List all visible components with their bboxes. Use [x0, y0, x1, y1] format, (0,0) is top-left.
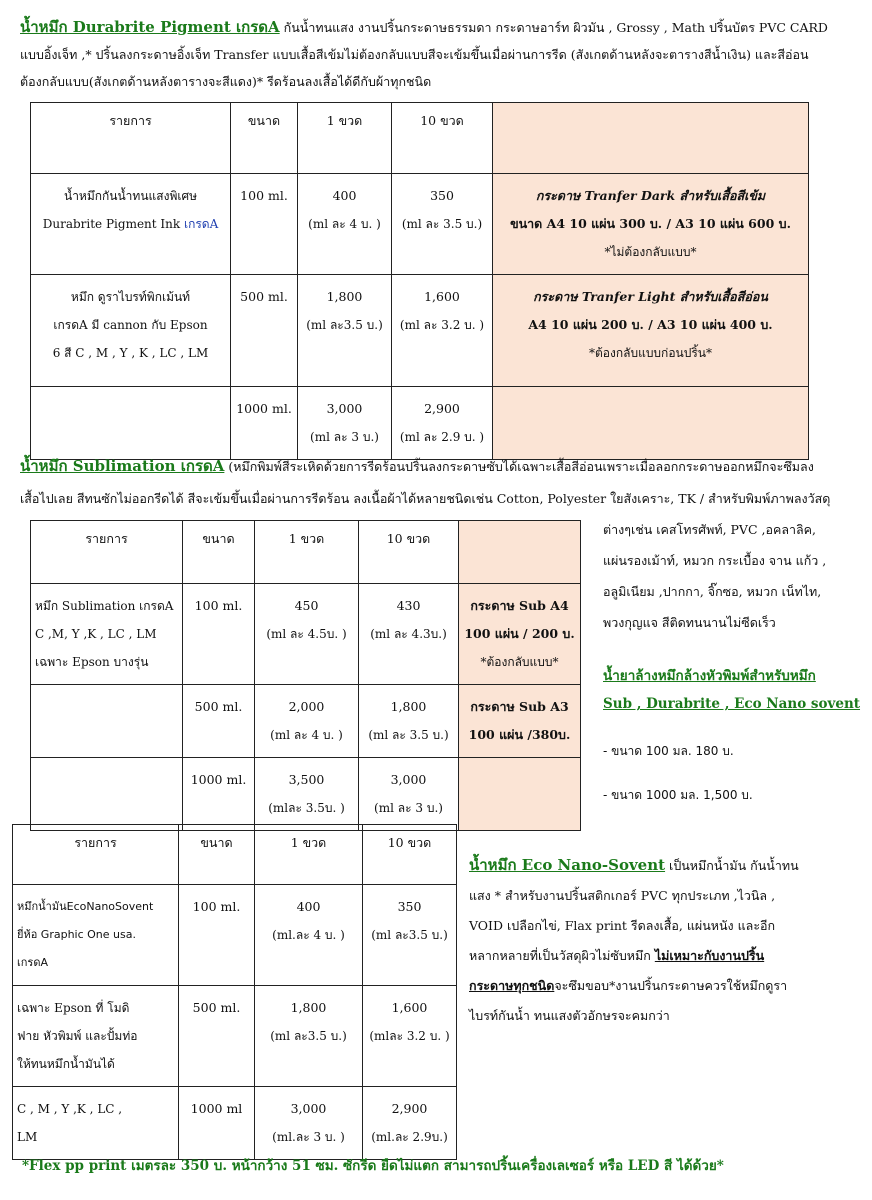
price: 3,500	[288, 772, 325, 787]
price-1-cell	[255, 1087, 363, 1160]
header-item: รายการ	[31, 521, 183, 584]
peach-cell	[459, 521, 581, 584]
paper-sub-a4-title: กระดาษ Sub A4	[470, 598, 569, 613]
cleaner-price-1000: - ขนาด 1000 มล. 1,500 บ.	[603, 788, 753, 802]
header-1-bottle: 1 ขวด	[255, 521, 359, 584]
price: 2,900	[391, 1101, 428, 1116]
unit-price: (ml ละ 2.9 บ. )	[399, 430, 485, 444]
unit-price: (ml ละ3.5 บ.)	[371, 928, 448, 942]
item-cell	[13, 1087, 179, 1160]
price-1-cell	[255, 758, 359, 831]
eco-nano-price-table	[12, 824, 457, 1160]
item-line: เกรดA มี cannon กับ Epson	[53, 318, 208, 332]
desc-warning: กระดาษทุกชนิด	[469, 978, 555, 993]
section1-intro-line1: กันน้ำทนแสง งานปริ้นกระดาษธรรมดา กระดาษอาร์ท ผิวมัน , Grossy , Math ปริ้นบัตร PVC CARD	[283, 20, 828, 35]
paper-dark-title: กระดาษ Tranfer Dark สำหรับเสื้อสีเข้ม	[535, 188, 766, 203]
unit-price: (ml ละ 4 บ. )	[308, 217, 381, 231]
price-10-cell	[359, 685, 459, 758]
paper-sub-a4-price: 100 แผ่น / 200 บ.	[464, 626, 575, 641]
cleaner-price-100: - ขนาด 100 มล. 180 บ.	[603, 744, 734, 758]
size-cell: 1000 ml.	[231, 387, 298, 460]
section1-intro	[20, 14, 860, 95]
unit-price: (ml ละ 3.2 บ. )	[399, 318, 485, 332]
item-cell	[31, 685, 183, 758]
unit-price: (ml.ละ 3 บ. )	[272, 1130, 345, 1144]
section3-title: น้ำหมึก Eco Nano-Sovent	[469, 856, 666, 874]
header-10-bottle: 10 ขวด	[392, 103, 493, 174]
price-10-cell	[359, 758, 459, 831]
section2-intro-line2: เสื้อไปเลย สีทนซักไม่ออกรีดได้ สีจะเข้มขึ้นเมื่อผ่านการรีดร้อน ลงเนื้อผ้าได้หลายชนิดเช่น Cotton, Polyester ใยสังเคราะ, TK / สำหรับพิมพ์ภาพลงวัสดุ	[20, 491, 831, 506]
cleaner-title: น้ำยาล้างหมึกล้างหัวพิมพ์สำหรับหมึก	[603, 668, 816, 684]
price: 400	[296, 899, 321, 914]
item-line: ให้ทนหมึกน้ำมันได้	[17, 1057, 115, 1071]
item-cell	[13, 986, 179, 1087]
header-size: ขนาด	[179, 825, 255, 885]
material-line: แผ่นรองเม้าท์, หมวก กระเบื้อง จาน แก้ว ,	[603, 553, 827, 568]
eco-nano-description	[469, 850, 864, 1031]
item-cell	[13, 885, 179, 986]
header-10-bottle: 10 ขวด	[363, 825, 457, 885]
price: 2,900	[424, 401, 460, 416]
paper-light-title: กระดาษ Tranfer Light สำหรับเสื้อสีอ่อน	[533, 289, 768, 304]
table-row	[13, 986, 457, 1087]
unit-price: (ml ละ 3.5 บ.)	[368, 728, 449, 742]
unit-price: (ml ละ3.5 บ.)	[306, 318, 383, 332]
price-1-cell	[255, 885, 363, 986]
item-line: หมึก Sublimation เกรดA	[35, 599, 174, 613]
item-line: C , M , Y ,K , LC ,	[17, 1102, 123, 1116]
paper-sub-a3-cell	[459, 685, 581, 758]
desc-warning: ไม่เหมาะกับงานปริ้น	[654, 948, 765, 963]
paper-sub-a4-note: *ต้องกลับแบบ*	[480, 655, 559, 669]
table-row	[13, 1087, 457, 1160]
table-row	[31, 275, 809, 387]
cleaner-subtitle: Sub , Durabrite , Eco Nano sovent	[603, 696, 861, 712]
unit-price: (ml ละ 4.5บ. )	[266, 627, 347, 641]
unit-price: (ml ละ 3 บ.)	[310, 430, 379, 444]
paper-dark-size: ขนาด A4 10 แผ่น 300 บ. / A3 10 แผ่น 600 บ.	[510, 216, 791, 231]
peach-cell	[493, 387, 809, 460]
item-line: LM	[17, 1130, 38, 1144]
material-line: พวงกุญแจ สีติดทนนานไม่ซีดเร็ว	[603, 615, 776, 630]
paper-dark-cell	[493, 174, 809, 275]
size-cell: 1000 ml.	[183, 758, 255, 831]
price-10-cell	[392, 174, 493, 275]
peach-cell	[493, 103, 809, 174]
desc-line: เป็นหมึกน้ำมัน กันน้ำทน	[669, 858, 799, 873]
section2-intro	[20, 450, 865, 515]
price: 1,600	[424, 289, 460, 304]
item-cell	[31, 174, 231, 275]
price: 450	[294, 598, 319, 613]
section1-title: น้ำหมึก Durabrite Pigment เกรดA	[20, 18, 280, 36]
price: 430	[396, 598, 421, 613]
desc-line: ไบรท์กันน้ำ ทนแสงตัวอักษรจะคมกว่า	[469, 1008, 670, 1023]
price-1-cell	[298, 275, 392, 387]
header-item: รายการ	[31, 103, 231, 174]
sublimation-price-table	[30, 520, 581, 831]
unit-price: (mlละ 3.2 บ. )	[369, 1029, 450, 1043]
paper-sub-a4-cell	[459, 584, 581, 685]
size-cell: 100 ml.	[179, 885, 255, 986]
paper-light-size: A4 10 แผ่น 200 บ. / A3 10 แผ่น 400 บ.	[528, 317, 773, 332]
item-line: หมึกน้ำมันEcoNanoSovent	[17, 900, 154, 913]
size-cell: 500 ml.	[231, 275, 298, 387]
price-10-cell	[363, 1087, 457, 1160]
item-cell	[31, 584, 183, 685]
price-10-cell	[363, 885, 457, 986]
size-cell: 100 ml.	[231, 174, 298, 275]
unit-price: (mlละ 3.5บ. )	[268, 801, 345, 815]
item-cell	[31, 387, 231, 460]
desc-line: จะซึมขอบ*งานปริ้นกระดาษควรใช้หมึกดูรา	[554, 978, 788, 993]
header-1-bottle: 1 ขวด	[255, 825, 363, 885]
material-line: อลูมิเนียม ,ปากกา, จิ๊กซอ, หมวก เน็ทไท,	[603, 584, 822, 599]
header-10-bottle: 10 ขวด	[359, 521, 459, 584]
paper-light-cell	[493, 275, 809, 387]
item-line: C ,M, Y ,K , LC , LM	[35, 627, 157, 641]
section2-title: น้ำหมึก Sublimation เกรดA	[20, 457, 225, 475]
header-1-bottle: 1 ขวด	[298, 103, 392, 174]
item-line: เฉพาะ Epson ที่ โมดิ	[17, 1001, 130, 1015]
footer-note: *Flex pp print เมตรละ 350 บ. หน้ากว้าง 51 ซม. ซักรีด ยืดไม่แตก สามารถปริ้นเครื่องเลเซอร์ หรือ LED สี ได้ด้วย*	[22, 1158, 724, 1174]
desc-line: VOID เปลือกไข่, Flax print รีดลงเสื้อ, แผ่นหนัง และอีก	[469, 918, 776, 933]
unit-price: (ml ละ 3 บ.)	[374, 801, 443, 815]
table-row	[31, 174, 809, 275]
item-line: ฟาย หัวพิมพ์ และปั้มท่อ	[17, 1029, 138, 1043]
table-row	[13, 885, 457, 986]
table-row	[31, 584, 581, 685]
price-10-cell	[392, 387, 493, 460]
item-cell	[31, 758, 183, 831]
price-1-cell	[298, 174, 392, 275]
sublimation-materials	[603, 514, 865, 638]
size-cell: 500 ml.	[179, 986, 255, 1087]
item-line: Durabrite Pigment Ink	[42, 217, 184, 231]
price: 2,000	[288, 699, 325, 714]
peach-cell	[459, 758, 581, 831]
price: 1,800	[390, 699, 427, 714]
material-line: ต่างๆเช่น เคสโทรศัพท์, PVC ,อคลาลิค,	[603, 522, 817, 537]
item-line: เฉพาะ Epson บางรุ่น	[35, 655, 149, 669]
size-cell: 1000 ml	[179, 1087, 255, 1160]
price: 350	[430, 188, 454, 203]
section1-intro-line2: แบบอิ้งเจ็ท ,* ปริ้นลงกระดาษอิ้งเจ็ท Transfer แบบเสื้อสีเข้มไม่ต้องกลับแบบสีจะเข้มขึ้นเมื่อผ่านการรีด (สังเกตด้านหลังจะตารางสีน้ำเงิน) และสีอ่อน	[20, 47, 809, 62]
price-1-cell	[298, 387, 392, 460]
item-cell	[31, 275, 231, 387]
item-line: เกรดA	[17, 956, 48, 969]
price: 1,800	[290, 1000, 327, 1015]
price: 1,800	[326, 289, 363, 304]
header-item: รายการ	[13, 825, 179, 885]
unit-price: (ml.ละ 2.9บ.)	[371, 1130, 448, 1144]
item-line: 6 สี C , M , Y , K , LC , LM	[52, 346, 209, 360]
unit-price: (ml ละ 4.3บ.)	[370, 627, 447, 641]
paper-sub-a3-title: กระดาษ Sub A3	[470, 699, 569, 714]
durabrite-price-table	[30, 102, 809, 460]
unit-price: (ml ละ3.5 บ.)	[270, 1029, 347, 1043]
price: 3,000	[290, 1101, 327, 1116]
price: 350	[397, 899, 422, 914]
price-10-cell	[392, 275, 493, 387]
unit-price: (ml ละ 4 บ. )	[270, 728, 343, 742]
size-cell: 100 ml.	[183, 584, 255, 685]
price: 3,000	[326, 401, 363, 416]
item-line: ยี่ห้อ Graphic One usa.	[17, 928, 136, 941]
cleaner-block	[603, 662, 868, 810]
price-1-cell	[255, 584, 359, 685]
price-1-cell	[255, 986, 363, 1087]
item-line: หมึก ดูราไบรท์พิกเม้นท์	[70, 290, 191, 304]
price-10-cell	[363, 986, 457, 1087]
desc-line: แสง * สำหรับงานปริ้นสติกเกอร์ PVC ทุกประเภท ,ไวนิล ,	[469, 888, 776, 903]
paper-light-note: *ต้องกลับแบบก่อนปริ้น*	[588, 346, 712, 360]
paper-sub-a3-price: 100 แผ่น /380บ.	[468, 727, 571, 742]
price: 1,600	[391, 1000, 428, 1015]
unit-price: (ml.ละ 4 บ. )	[272, 928, 345, 942]
price-10-cell	[359, 584, 459, 685]
item-grade: เกรดA	[183, 217, 219, 231]
price: 3,000	[390, 772, 427, 787]
item-line: น้ำหมึกกันน้ำทนแสงพิเศษ	[63, 189, 197, 203]
size-cell: 500 ml.	[183, 685, 255, 758]
table-row	[31, 758, 581, 831]
unit-price: (ml ละ 3.5 บ.)	[401, 217, 483, 231]
section1-intro-line3: ต้องกลับแบบ(สังเกตด้านหลังตารางจะสีแดง)* รีดร้อนลงเสื้อได้ดีกับผ้าทุกชนิด	[20, 74, 432, 89]
header-size: ขนาด	[231, 103, 298, 174]
section2-intro-line1: (หมึกพิมพ์สีระเหิดด้วยการรีดร้อนปริ้นลงกระดาษซับได้เฉพาะเสื้อสีอ่อนเพราะเมื่อลอกกระดาษออกหมึกจะซึมลง	[228, 459, 814, 474]
table-row	[31, 685, 581, 758]
table-row	[31, 387, 809, 460]
paper-dark-note: *ไม่ต้องกลับแบบ*	[604, 245, 697, 259]
price: 400	[332, 188, 357, 203]
header-size: ขนาด	[183, 521, 255, 584]
price-1-cell	[255, 685, 359, 758]
desc-line: หลากหลายที่เป็นวัสดุผิวไม่ซับหมึก	[469, 948, 655, 963]
